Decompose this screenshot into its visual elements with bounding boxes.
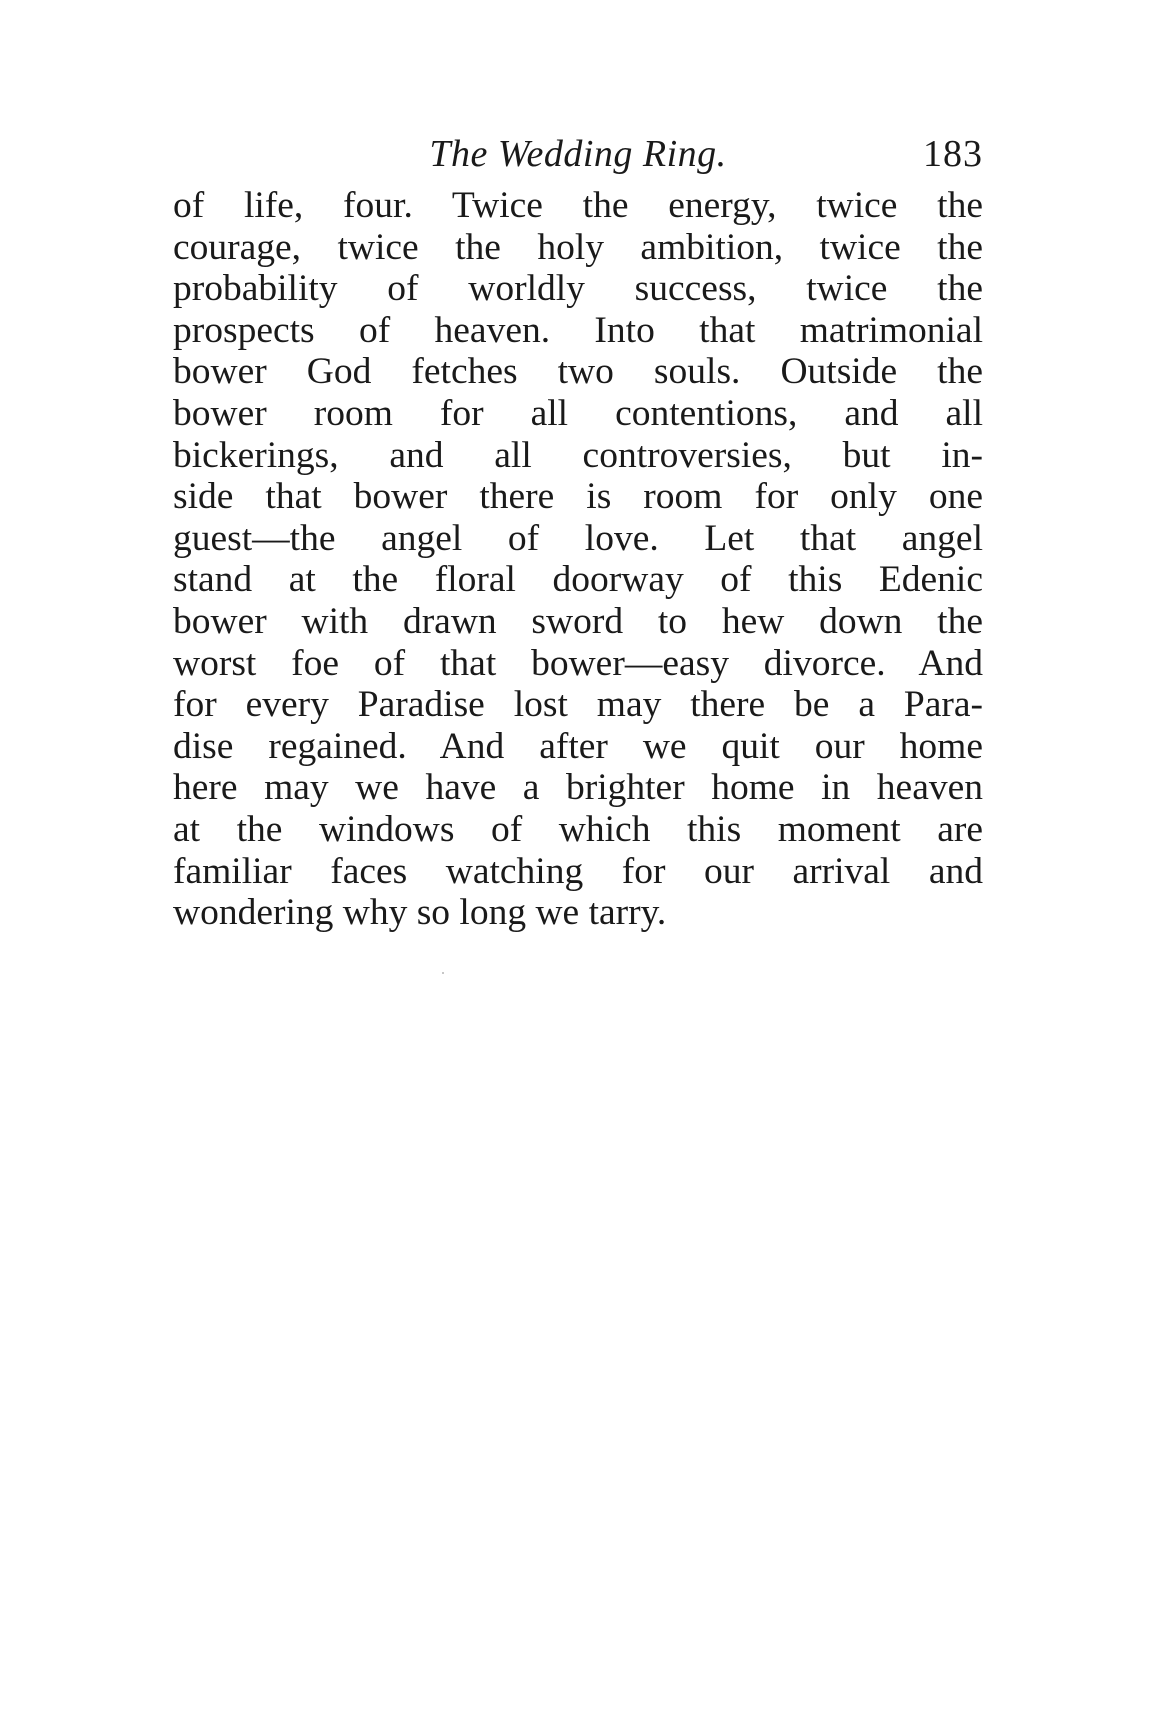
text-line: probability of worldly success, twice the [173,268,983,310]
text-line: at the windows of which this moment are [173,808,983,850]
running-head [173,128,983,180]
text-line: courage, twice the holy ambition, twice the [173,226,983,268]
text-line: bower with drawn sword to hew down the [173,600,983,642]
running-title: The Wedding Ring. [429,133,727,175]
text-line: side that bower there is room for only one [173,476,983,518]
body-paragraph [173,185,983,934]
text-line-last: wondering why so long we tarry. [173,892,667,934]
text-line: bower God fetches two souls. Outside the [173,351,983,393]
text-line: of life, four. Twice the energy, twice the [173,185,983,226]
text-line: bickerings, and all controversies, but in- [173,434,983,476]
print-speck [442,972,444,974]
page-number: 183 [923,133,983,175]
text-line: here may we have a brighter home in heaven [173,767,983,809]
text-line: stand at the floral doorway of this Edenic [173,559,983,601]
text-line: prospects of heaven. Into that matrimonial [173,309,983,351]
text-line: worst foe of that bower—easy divorce. And [173,642,983,684]
text-line: familiar faces watching for our arrival and [173,850,983,892]
text-line: guest—the angel of love. Let that angel [173,517,983,559]
text-line: bower room for all contentions, and all [173,392,983,434]
text-line: for every Paradise lost may there be a Para- [173,684,983,726]
text-line: dise regained. And after we quit our home [173,725,983,767]
